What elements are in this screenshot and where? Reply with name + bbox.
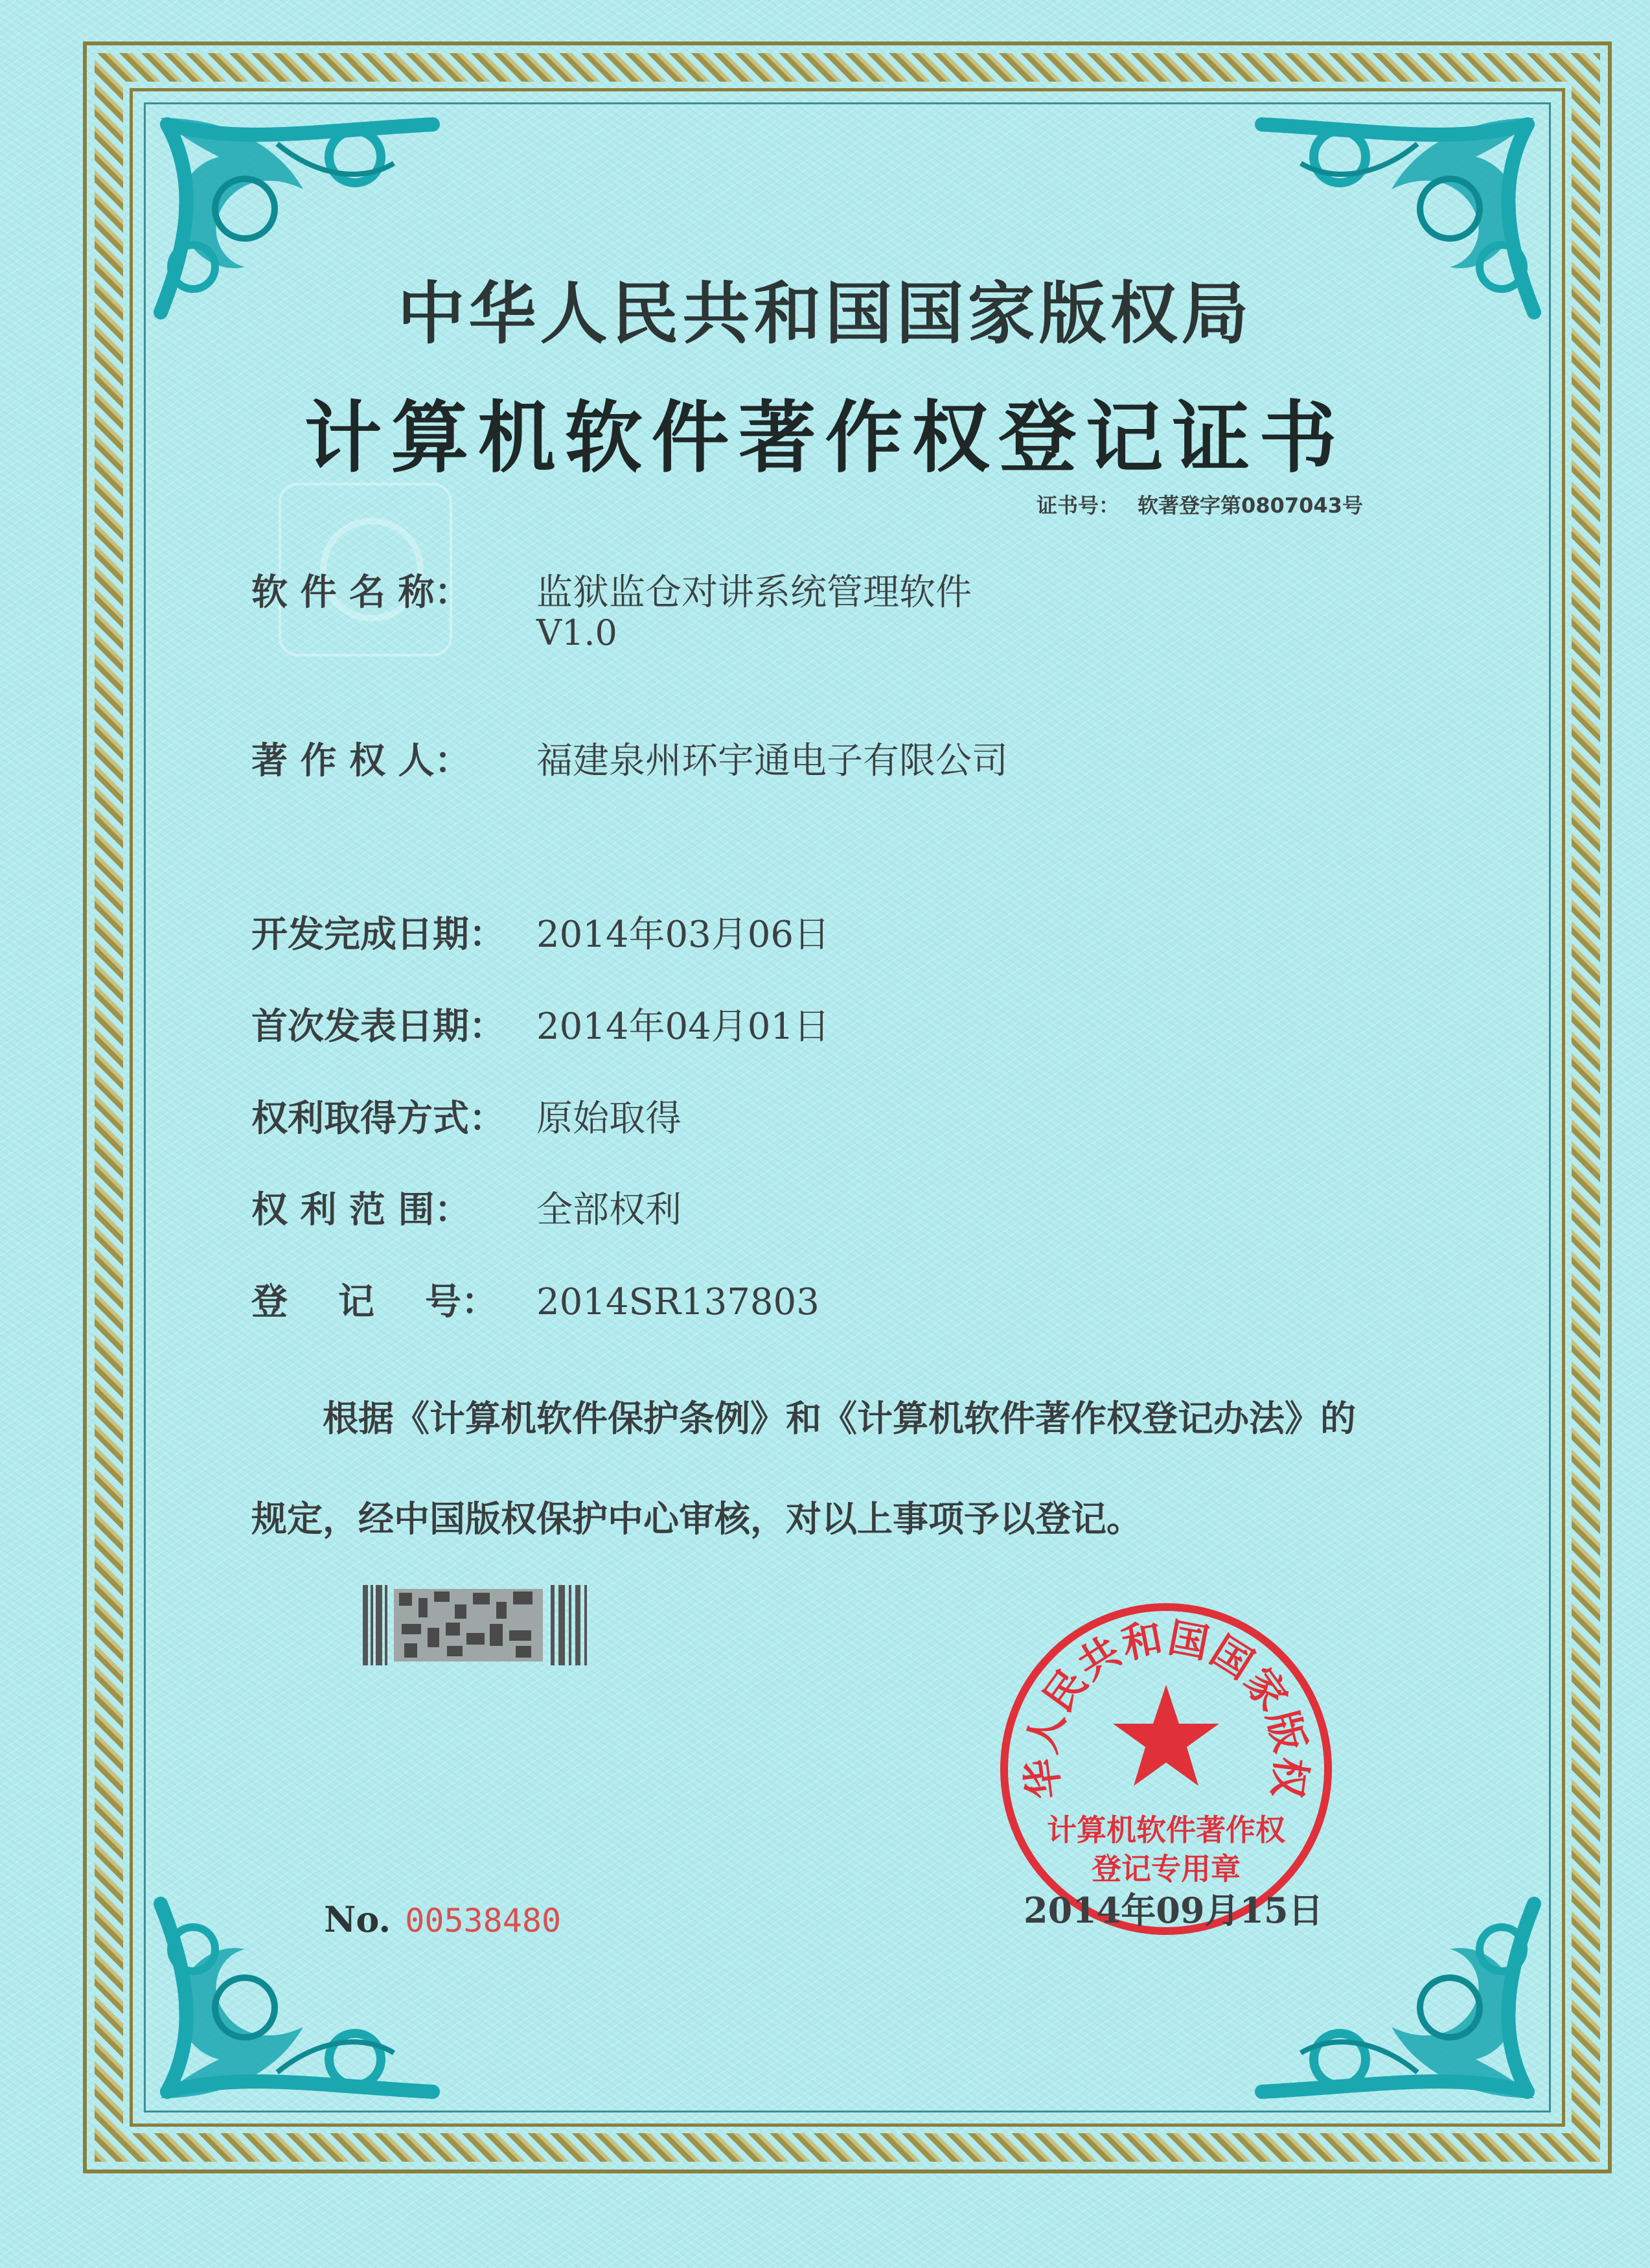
- pub-date-row: [251, 998, 830, 1050]
- software-version: V1.0: [536, 612, 617, 653]
- pub-date-value: 2014年04月01日: [536, 1006, 831, 1048]
- software-name-label: 软 件 名 称：: [251, 571, 471, 614]
- issue-date: 2014年09月15日: [1024, 1890, 1323, 1931]
- pub-date-label: 首次发表日期：: [251, 1005, 505, 1048]
- dev-date-value: 2014年03月06日: [536, 914, 831, 956]
- issuer-title: 中华人民共和国国家版权局: [397, 273, 1253, 353]
- owner-label: 著 作 权 人：: [251, 739, 471, 782]
- reg-no-value: 2014SR137803: [536, 1281, 819, 1323]
- reg-no-label: 登 记 号：: [251, 1280, 498, 1323]
- owner-row: [251, 732, 1008, 784]
- svg-text:计算机软件著作权: 计算机软件著作权: [1047, 1812, 1285, 1847]
- body-paragraph-line2: 规定，经中国版权保护中心审核，对以上事项予以登记。: [251, 1498, 1143, 1540]
- cert-no-value: 软著登字第0807043号: [1138, 493, 1363, 518]
- scope-value: 全部权利: [536, 1189, 682, 1231]
- barcode-icon: [363, 1585, 593, 1665]
- dev-date-label: 开发完成日期：: [251, 913, 505, 956]
- software-name-row: [251, 564, 972, 616]
- serial-value: 00538480: [405, 1902, 562, 1939]
- scope-row: [251, 1181, 682, 1233]
- acquire-label: 权利取得方式：: [251, 1097, 505, 1140]
- owner-value: 福建泉州环宇通电子有限公司: [536, 740, 1008, 782]
- cert-no-label: 证书号：: [1037, 493, 1120, 518]
- dev-date-row: [251, 906, 830, 958]
- serial-label: No.: [324, 1899, 391, 1940]
- scope-label: 权 利 范 围：: [251, 1188, 471, 1231]
- svg-text:中华人民共和国国家版权局: 华人民共和国国家版权: [1016, 1614, 1316, 1802]
- certificate-number: [1037, 489, 1363, 519]
- software-name-value: 监狱监仓对讲系统管理软件: [536, 572, 972, 614]
- acquire-row: [251, 1090, 682, 1142]
- serial-number: [324, 1899, 561, 1940]
- reg-no-row: [251, 1273, 819, 1325]
- acquire-value: 原始取得: [536, 1098, 682, 1140]
- body-paragraph-line1: 根据《计算机软件保护条例》和《计算机软件著作权登记办法》的: [323, 1397, 1357, 1439]
- svg-text:登记专用章: 登记专用章: [1092, 1851, 1241, 1886]
- certificate-title: 计算机软件著作权登记证书: [304, 392, 1346, 483]
